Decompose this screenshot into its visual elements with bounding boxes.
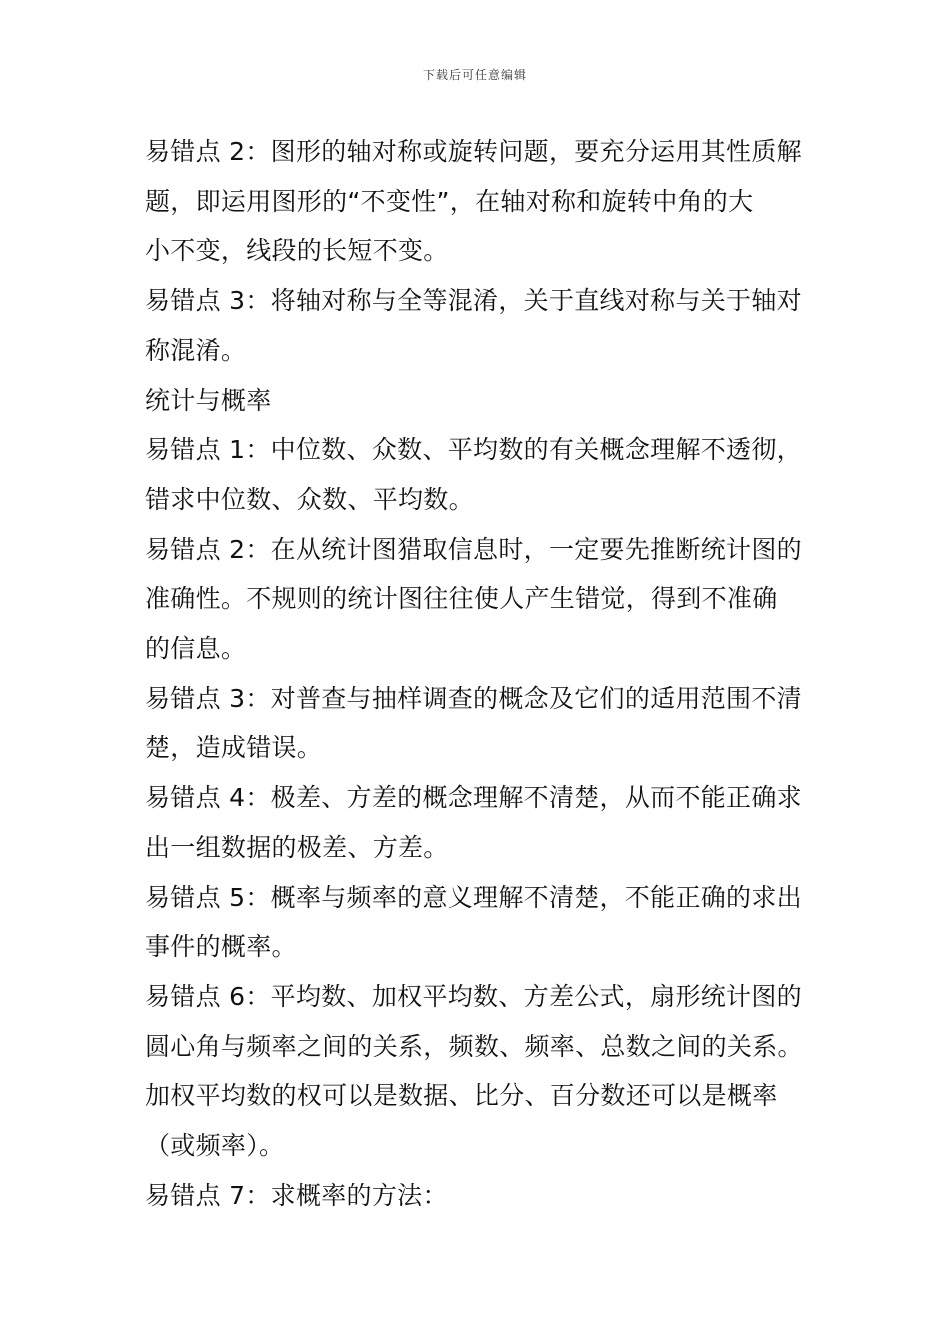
- paragraph-mistake-2-statistics: [145, 525, 810, 674]
- text-line: 圆心角与频率之间的关系，频数、频率、总数之间的关系。: [145, 1031, 803, 1061]
- paragraph-mistake-3-geometry: [145, 276, 810, 375]
- page-header: 下载后可任意编辑: [422, 68, 527, 82]
- text-line: 易错点 3：将轴对称与全等混淆，关于直线对称与关于轴对: [145, 286, 802, 316]
- paragraph-mistake-4-statistics: [145, 773, 810, 872]
- document-body: [145, 127, 810, 1220]
- text-line: 出一组数据的极差、方差。: [145, 832, 449, 862]
- section-heading: 统计与概率: [145, 385, 272, 415]
- text-line: 易错点 6：平均数、加权平均数、方差公式，扇形统计图的: [145, 981, 802, 1011]
- text-line: 易错点 4：极差、方差的概念理解不清楚，从而不能正确求: [145, 783, 802, 813]
- paragraph-mistake-5-statistics: [145, 873, 810, 972]
- paragraph-mistake-3-statistics: [145, 674, 810, 773]
- text-line: 易错点 5：概率与频率的意义理解不清楚，不能正确的求出: [145, 882, 802, 912]
- text-line: 准确性。不规则的统计图往往使人产生错觉，得到不准确: [145, 584, 778, 614]
- text-line: 楚，造成错误。: [145, 733, 323, 763]
- text-line: 加权平均数的权可以是数据、比分、百分数还可以是概率: [145, 1081, 778, 1111]
- section-title: [145, 376, 810, 426]
- text-line: 易错点 3：对普查与抽样调查的概念及它们的适用范围不清: [145, 683, 802, 713]
- text-line: 易错点 2：图形的轴对称或旋转问题，要充分运用其性质解: [145, 137, 802, 166]
- paragraph-mistake-2-geometry: [145, 127, 810, 276]
- text-line: 易错点 1：中位数、众数、平均数的有关概念理解不透彻，: [145, 435, 802, 465]
- text-line: 的信息。: [145, 634, 247, 664]
- text-line: 小不变，线段的长短不变。: [145, 236, 449, 266]
- text-line: 易错点 2：在从统计图猎取信息时，一定要先推断统计图的: [145, 534, 802, 564]
- text-line: 易错点 7：求概率的方法：: [145, 1180, 448, 1210]
- text-line: （或频率）。: [145, 1131, 285, 1161]
- text-line: 称混淆。: [145, 335, 247, 365]
- paragraph-mistake-7-statistics: [145, 1171, 810, 1221]
- paragraph-mistake-6-statistics: [145, 972, 810, 1171]
- text-line: 题，即运用图形的“不变性”，在轴对称和旋转中角的大: [145, 186, 754, 216]
- paragraph-mistake-1-statistics: [145, 425, 810, 524]
- text-line: 事件的概率。: [145, 932, 297, 962]
- text-line: 错求中位数、众数、平均数。: [145, 484, 474, 514]
